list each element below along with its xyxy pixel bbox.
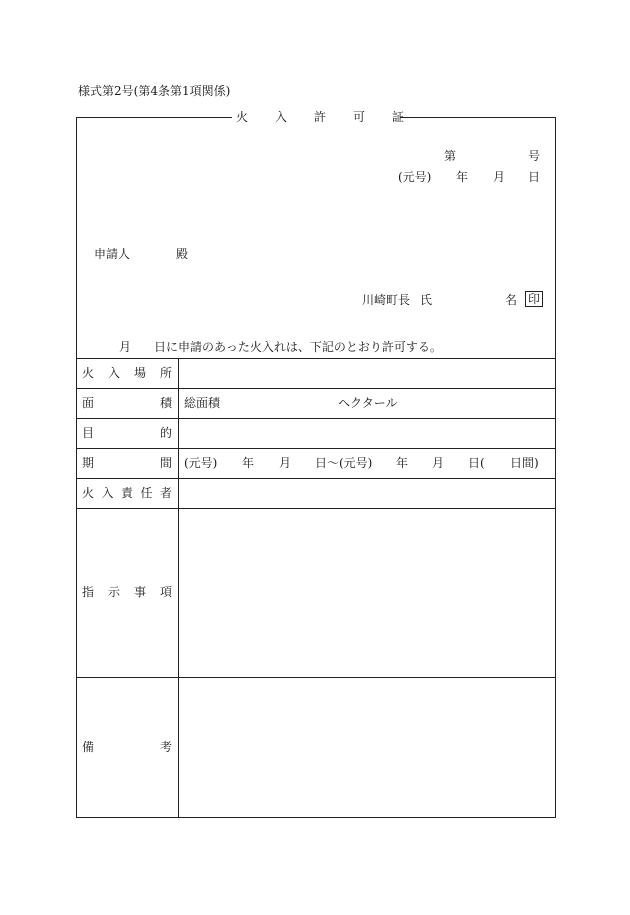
label-char: 示 xyxy=(107,585,120,599)
issuer-name-shi: 氏 xyxy=(420,293,433,307)
label-char: 任 xyxy=(140,486,153,500)
manager-label xyxy=(82,487,172,499)
seal-mark xyxy=(525,291,543,307)
area-unit: ヘクタール xyxy=(338,396,398,410)
period-days: 日間) xyxy=(510,456,539,470)
applicant-honorific: 殿 xyxy=(176,247,189,261)
label-char: 者 xyxy=(159,486,172,500)
label-char: 責 xyxy=(120,486,133,500)
area-total-prefix: 総面積 xyxy=(184,396,221,410)
issuer-name-mei: 名 xyxy=(505,293,518,307)
row-divider xyxy=(76,677,556,678)
seal-label: 印 xyxy=(525,291,543,307)
row-divider xyxy=(76,508,556,509)
label-char: 入 xyxy=(101,486,114,500)
applicant-label: 申請人 xyxy=(94,247,131,261)
period-label xyxy=(82,457,172,469)
period-start-era: (元号) xyxy=(184,456,218,470)
period-end-year: 年 xyxy=(396,456,409,470)
label-char: 場 xyxy=(133,366,146,380)
form-number-label: 様式第2号(第4条第1項関係) xyxy=(78,84,231,98)
label-char: 備 xyxy=(82,740,95,754)
row-divider xyxy=(76,388,556,389)
permit-number-prefix: 第 xyxy=(444,149,457,163)
period-end-day: 日( xyxy=(468,456,485,470)
issue-date-month: 月 xyxy=(493,170,506,184)
area-label xyxy=(82,397,172,409)
frame-top-border-left xyxy=(76,117,232,118)
label-char: 火 xyxy=(82,486,95,500)
issue-date-era: (元号) xyxy=(398,170,432,184)
instructions-label xyxy=(82,586,172,598)
period-start-year: 年 xyxy=(242,456,255,470)
issue-date-year: 年 xyxy=(456,170,469,184)
label-char: 入 xyxy=(107,366,120,380)
period-start-month: 月 xyxy=(279,456,292,470)
label-char: 積 xyxy=(159,396,172,410)
row-divider xyxy=(76,448,556,449)
period-end-month: 月 xyxy=(432,456,445,470)
permit-number-suffix: 号 xyxy=(528,149,541,163)
label-char: 面 xyxy=(82,396,95,410)
location-label xyxy=(82,367,172,379)
statement-month: 月 xyxy=(119,340,132,354)
label-char: 考 xyxy=(159,740,172,754)
label-char: 火 xyxy=(82,366,95,380)
issuer-title: 川崎町長 xyxy=(362,293,411,307)
remarks-label xyxy=(82,741,172,753)
period-start-day-end-era: 日〜(元号) xyxy=(315,456,373,470)
statement-text: 日に申請のあった火入れは、下記のとおり許可する。 xyxy=(154,340,442,354)
label-column-divider xyxy=(178,358,179,818)
document-title: 火入許可証 xyxy=(236,110,432,124)
label-char: 目 xyxy=(82,426,95,440)
label-char: 項 xyxy=(159,585,172,599)
purpose-label xyxy=(82,427,172,439)
table-top-border xyxy=(76,358,556,359)
label-char: 間 xyxy=(159,456,172,470)
label-char: 事 xyxy=(133,585,146,599)
label-char: 的 xyxy=(159,426,172,440)
row-divider xyxy=(76,478,556,479)
label-char: 指 xyxy=(82,585,95,599)
issue-date-day: 日 xyxy=(528,170,541,184)
row-divider xyxy=(76,418,556,419)
label-char: 所 xyxy=(159,366,172,380)
label-char: 期 xyxy=(82,456,95,470)
